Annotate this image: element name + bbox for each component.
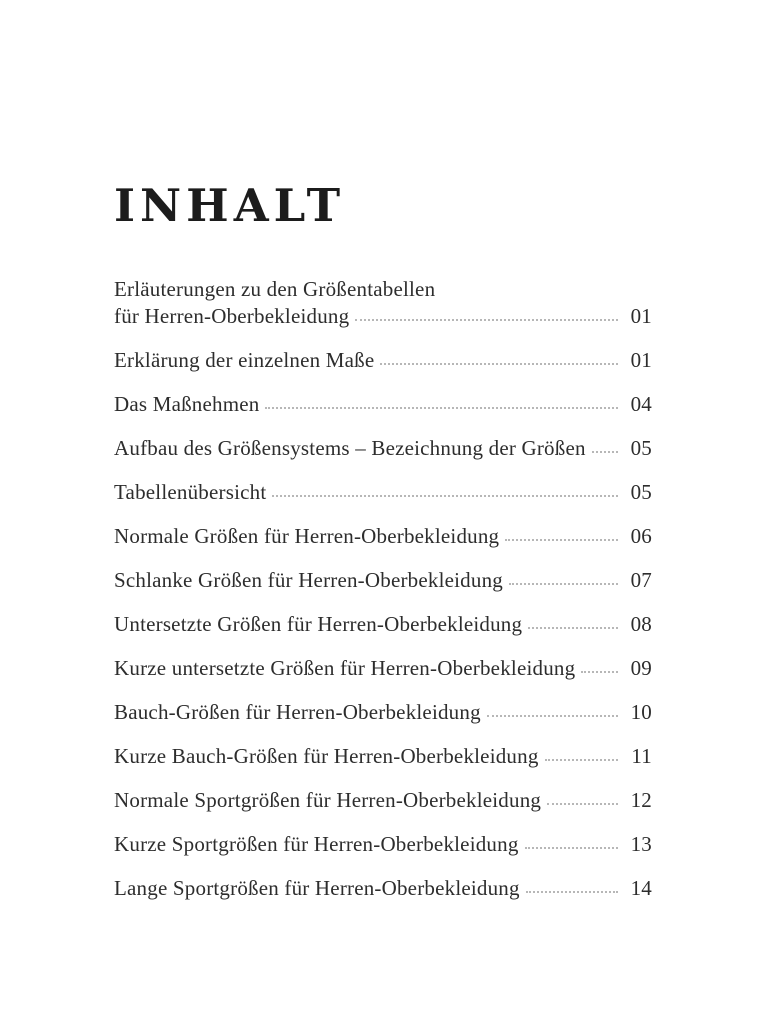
toc-entry-final-line bbox=[114, 831, 652, 858]
toc-entry[interactable] bbox=[114, 276, 652, 330]
dotted-leader bbox=[355, 319, 618, 321]
toc-entry[interactable] bbox=[114, 611, 652, 638]
page-title: INHALT bbox=[114, 179, 346, 232]
toc-entry-final-line bbox=[114, 655, 652, 682]
toc-entry[interactable] bbox=[114, 523, 652, 550]
toc-entry[interactable] bbox=[114, 347, 652, 374]
toc-entry-wrap-line: Erläuterungen zu den Größentabellen bbox=[114, 277, 436, 301]
toc-entry-final-line bbox=[114, 479, 652, 506]
toc-entry[interactable] bbox=[114, 743, 652, 770]
toc-entry-label: Normale Sportgrößen für Herren-Oberbekleidung bbox=[114, 788, 542, 812]
toc-content bbox=[114, 179, 652, 919]
toc-page-number: 08 bbox=[630, 612, 652, 636]
toc-page-number: 13 bbox=[630, 832, 652, 856]
toc-entry-label: Erklärung der einzelnen Maße bbox=[114, 348, 375, 372]
toc-entry-final-line bbox=[114, 435, 652, 462]
toc-entry-final-line bbox=[114, 875, 652, 902]
toc-page-number: 14 bbox=[630, 876, 652, 900]
toc-page-number: 01 bbox=[630, 304, 652, 328]
toc-entry-label: Das Maßnehmen bbox=[114, 392, 260, 416]
dotted-leader bbox=[528, 627, 618, 629]
toc-page-number: 04 bbox=[630, 392, 652, 416]
toc-entry-final-line bbox=[114, 347, 652, 374]
toc-entry[interactable] bbox=[114, 875, 652, 902]
dotted-leader bbox=[265, 407, 618, 409]
toc-page-number: 11 bbox=[631, 744, 652, 768]
toc-entry-label: Tabellenübersicht bbox=[114, 480, 267, 504]
toc-page-number: 05 bbox=[630, 480, 652, 504]
toc-entry[interactable] bbox=[114, 391, 652, 418]
toc-entry-label: Bauch-Größen für Herren-Oberbekleidung bbox=[114, 700, 481, 724]
toc-entry-final-line bbox=[114, 787, 652, 814]
toc-entry-final-line bbox=[114, 699, 652, 726]
toc-entry-label: Kurze untersetzte Größen für Herren-Oberbekleidung bbox=[114, 656, 576, 680]
dotted-leader bbox=[505, 539, 618, 541]
toc-entry-final-line bbox=[114, 567, 652, 594]
toc-entry-final-line bbox=[114, 743, 652, 770]
toc-entry-final-line bbox=[114, 611, 652, 638]
toc-entry[interactable] bbox=[114, 479, 652, 506]
dotted-leader bbox=[272, 495, 618, 497]
toc-entry[interactable] bbox=[114, 567, 652, 594]
toc-entry-final-line bbox=[114, 391, 652, 418]
dotted-leader bbox=[545, 759, 618, 761]
toc-entry-label: Kurze Sportgrößen für Herren-Oberbekleidung bbox=[114, 832, 519, 856]
toc-entry-label: Lange Sportgrößen für Herren-Oberbekleidung bbox=[114, 876, 520, 900]
dotted-leader bbox=[526, 891, 618, 893]
toc-page-number: 10 bbox=[630, 700, 652, 724]
toc-entry-final-line bbox=[114, 523, 652, 550]
dotted-leader bbox=[525, 847, 618, 849]
toc-entry[interactable] bbox=[114, 831, 652, 858]
toc-page-number: 01 bbox=[630, 348, 652, 372]
toc-page-number: 12 bbox=[630, 788, 652, 812]
toc-page-number: 06 bbox=[630, 524, 652, 548]
dotted-leader bbox=[487, 715, 618, 717]
toc-entry-label: für Herren-Oberbekleidung bbox=[114, 304, 350, 328]
toc-entry-label: Schlanke Größen für Herren-Oberbekleidung bbox=[114, 568, 503, 592]
toc-page-number: 07 bbox=[630, 568, 652, 592]
dotted-leader bbox=[592, 451, 618, 453]
dotted-leader bbox=[581, 671, 618, 673]
toc-entry[interactable] bbox=[114, 787, 652, 814]
toc-page-number: 09 bbox=[630, 656, 652, 680]
dotted-leader bbox=[509, 583, 618, 585]
dotted-leader bbox=[380, 363, 618, 365]
toc-page-number: 05 bbox=[630, 436, 652, 460]
toc-entry[interactable] bbox=[114, 655, 652, 682]
toc-entry-label: Untersetzte Größen für Herren-Oberbekleidung bbox=[114, 612, 523, 636]
toc-entry[interactable] bbox=[114, 699, 652, 726]
dotted-leader bbox=[547, 803, 618, 805]
toc-entry-final-line bbox=[114, 303, 652, 330]
table-of-contents bbox=[114, 276, 652, 902]
toc-entry[interactable] bbox=[114, 435, 652, 462]
toc-entry-label: Normale Größen für Herren-Oberbekleidung bbox=[114, 524, 500, 548]
toc-entry-label: Kurze Bauch-Größen für Herren-Oberbekleidung bbox=[114, 744, 539, 768]
toc-entry-label: Aufbau des Größensystems – Bezeichnung der Größen bbox=[114, 436, 586, 460]
